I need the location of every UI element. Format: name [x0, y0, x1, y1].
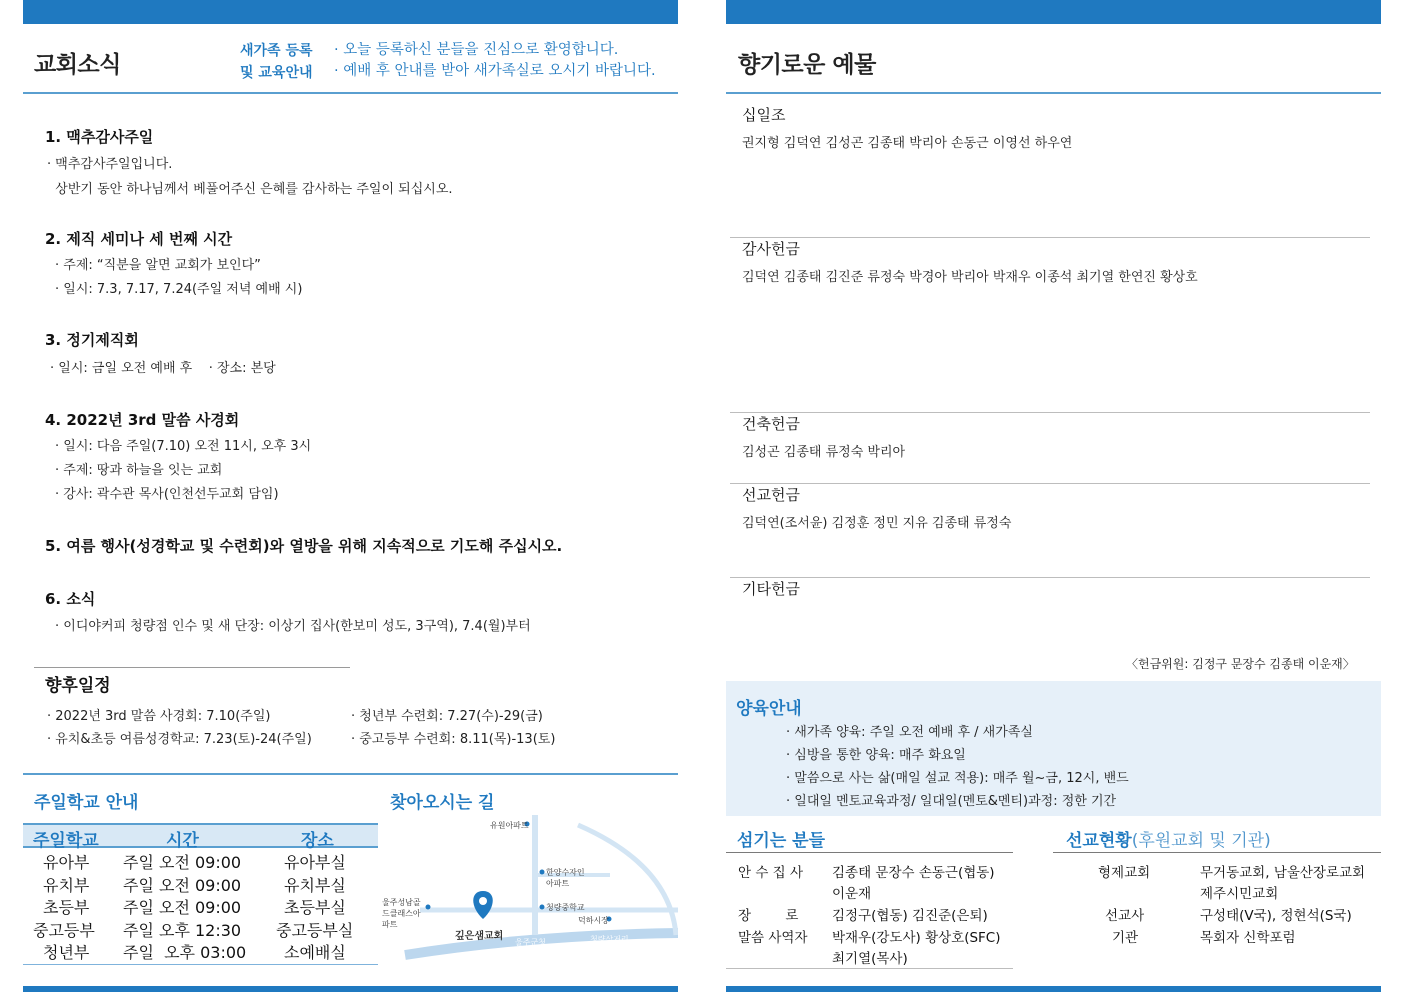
newcomer-label: 새가족 등록 및 교육안내	[240, 43, 313, 81]
header-school: 주일학교	[33, 831, 99, 851]
header-place: 장소	[301, 831, 334, 851]
left-top-bar	[23, 0, 678, 24]
mission-role: 기관	[1112, 930, 1139, 946]
server-names: 이운재	[832, 886, 872, 902]
education-item: · 새가족 양육: 주일 오전 예배 후 / 새가족실	[786, 725, 1033, 740]
offering-divider	[730, 237, 1370, 238]
news-line: 상반기 동안 하나님께서 베풀어주신 은혜를 감사하는 주일이 되십시오.	[47, 182, 453, 197]
offering-names: 김덕연 김종태 김진준 류정숙 박경아 박리아 박재우 이종석 최기열 한연진 황상호	[742, 270, 1198, 285]
left-header-rule	[23, 92, 678, 94]
sunday-school-table-header	[23, 823, 378, 851]
servers-bottom-rule	[726, 968, 1013, 969]
school-name: 유치부	[43, 876, 90, 895]
offering-divider	[730, 483, 1370, 484]
news-line: · 일시: 다음 주일(7.10) 오전 11시, 오후 3시	[55, 439, 312, 454]
servers-rule	[726, 852, 1013, 853]
schedule-item: · 유치&초등 여름성경학교: 7.23(토)-24(주일)	[47, 732, 312, 747]
schedule-title: 향후일정	[45, 676, 111, 696]
table-row	[23, 850, 378, 873]
server-role: 장 로	[738, 908, 799, 924]
header-time: 시간	[166, 831, 199, 851]
map-label: 한양수자인아파트	[546, 868, 585, 888]
mission-title-main: 선교현황	[1066, 831, 1132, 851]
schedule-item: · 청년부 수련회: 7.27(수)-29(금)	[351, 709, 543, 724]
map-label: 덕하시장	[578, 916, 609, 925]
mission-rule	[1053, 852, 1381, 853]
news-title-1: 1. 맥추감사주일	[45, 128, 154, 146]
offering-label: 감사헌금	[742, 240, 800, 258]
schedule-item: · 중고등부 수련회: 8.11(목)-13(토)	[351, 732, 556, 747]
map-label: 유원아파트	[490, 821, 529, 830]
newcomer-text: · 오늘 등록하신 분들을 진심으로 환영합니다. · 예배 후 안내를 받아 새가족실로 오시기 바랍니다.	[334, 42, 656, 79]
offering-divider	[730, 577, 1370, 578]
church-news-title: 교회소식	[34, 52, 121, 78]
table-row	[23, 873, 378, 896]
offering-label: 선교헌금	[742, 486, 800, 504]
news-line: · 주제: 땅과 하늘을 잇는 교회	[55, 463, 223, 478]
server-names: 최기열(목사)	[832, 951, 908, 967]
server-role: 안 수 집 사	[738, 865, 804, 881]
school-name: 청년부	[43, 943, 90, 962]
education-item: · 심방을 통한 양육: 매주 화요일	[786, 748, 966, 763]
server-names: 김종태 문장수 손동근(협동)	[832, 865, 995, 881]
left-lower-rule	[23, 773, 678, 775]
server-names: 김정구(협동) 김진준(은퇴)	[832, 908, 988, 924]
schedule-item: · 2022년 3rd 말씀 사경회: 7.10(주일)	[47, 709, 271, 724]
right-bottom-bar	[726, 986, 1381, 992]
offering-names: 김덕연(조서윤) 김정훈 정민 지유 김종태 류정숙	[742, 516, 1012, 531]
news-line: · 일시: 7.3, 7.17, 7.24(주일 저녁 예배 시)	[55, 282, 303, 297]
news-title-5: 5. 여름 행사(성경학교 및 수련회)와 열방을 위해 지속적으로 기도해 주십시오.	[45, 537, 563, 555]
mission-names: 목회자 신학포럼	[1200, 930, 1296, 946]
map-label: 울주군청	[515, 938, 546, 947]
news-title-4: 4. 2022년 3rd 말씀 사경회	[45, 411, 240, 429]
offering-label: 십일조	[742, 106, 786, 124]
map-label: 울주성남골드클래스아파트	[382, 898, 421, 929]
mission-names: 구성태(V국), 정현석(S국)	[1200, 908, 1352, 924]
church-map-label: 깊은샘교회	[455, 931, 504, 942]
education-item: · 말씀으로 사는 삶(매일 설교 적용): 매주 월~금, 12시, 밴드	[786, 771, 1129, 786]
mission-role: 형제교회	[1098, 865, 1151, 881]
sunday-school-title: 주일학교 안내	[34, 793, 139, 813]
mission-title-sub: (후원교회 및 기관)	[1131, 831, 1271, 851]
news-line: · 맥추감사주일입니다.	[47, 157, 173, 172]
school-time: 주일 오후 12:30	[123, 921, 242, 940]
school-time: 주일 오전 09:00	[123, 853, 242, 872]
offerings-title: 향기로운 예물	[738, 52, 876, 78]
offering-label: 기타헌금	[742, 580, 800, 598]
offering-names: 권지형 김덕연 김성곤 김종태 박리아 손동근 이영선 하우연	[742, 136, 1073, 151]
education-item: · 일대일 멘토교육과정/ 일대일(멘토&멘티)과정: 정한 기간	[786, 794, 1117, 809]
map-label: 청량삼거리	[590, 935, 629, 944]
schedule-rule	[34, 667, 350, 668]
news-title-3: 3. 정기제직회	[45, 331, 139, 349]
offering-committee: 〈헌금위원: 김정구 문장수 김종태 이운재〉	[1126, 657, 1355, 671]
news-title-6: 6. 소식	[45, 590, 96, 608]
news-line: · 이디야커피 청량점 인수 및 새 단장: 이상기 집사(한보미 성도, 3구역), 7.4(월)부터	[55, 619, 531, 634]
school-place: 초등부실	[284, 898, 346, 917]
school-name: 초등부	[43, 898, 90, 917]
offering-divider	[730, 412, 1370, 413]
server-names: 박재우(강도사) 황상호(SFC)	[832, 930, 1001, 946]
school-time: 주일 오전 09:00	[123, 898, 242, 917]
school-place: 유아부실	[284, 853, 346, 872]
mission-names: 제주시민교회	[1200, 886, 1279, 902]
offering-names: 김성곤 김종태 류정숙 박리아	[742, 445, 906, 460]
table-row	[23, 918, 378, 941]
left-bottom-bar	[23, 986, 678, 992]
server-role: 말씀 사역자	[738, 930, 808, 946]
news-line: · 일시: 금일 오전 예배 후 · 장소: 본당	[50, 361, 276, 376]
news-line: · 주제: “직분을 알면 교회가 보인다”	[55, 258, 261, 273]
news-title-2: 2. 제직 세미나 세 번째 시간	[45, 230, 233, 248]
map-label: 청량중학교	[546, 903, 585, 912]
directions-map	[380, 815, 678, 965]
offering-label: 건축헌금	[742, 415, 800, 433]
right-header-rule	[726, 92, 1381, 94]
education-box	[726, 681, 1381, 816]
school-place: 소예배실	[284, 943, 346, 962]
school-place: 중고등부실	[276, 921, 354, 940]
table-row	[23, 895, 378, 918]
mission-names: 무거동교회, 남울산장로교회	[1200, 865, 1366, 881]
directions-title: 찾아오시는 길	[390, 793, 495, 813]
news-line: · 강사: 곽수관 목사(인천선두교회 담임)	[55, 487, 279, 502]
right-top-bar	[726, 0, 1381, 24]
sunday-school-bottom-rule	[23, 964, 378, 965]
table-row	[23, 940, 378, 963]
education-title: 양육안내	[736, 699, 802, 719]
school-name: 유아부	[43, 853, 90, 872]
servers-title: 섬기는 분들	[737, 831, 826, 851]
school-time: 주일 오전 09:00	[123, 876, 242, 895]
school-place: 유치부실	[284, 876, 346, 895]
mission-title	[1066, 826, 1271, 851]
school-time: 주일 오후 03:00	[123, 943, 247, 962]
mission-role: 선교사	[1105, 908, 1145, 924]
school-name: 중고등부	[33, 921, 95, 940]
